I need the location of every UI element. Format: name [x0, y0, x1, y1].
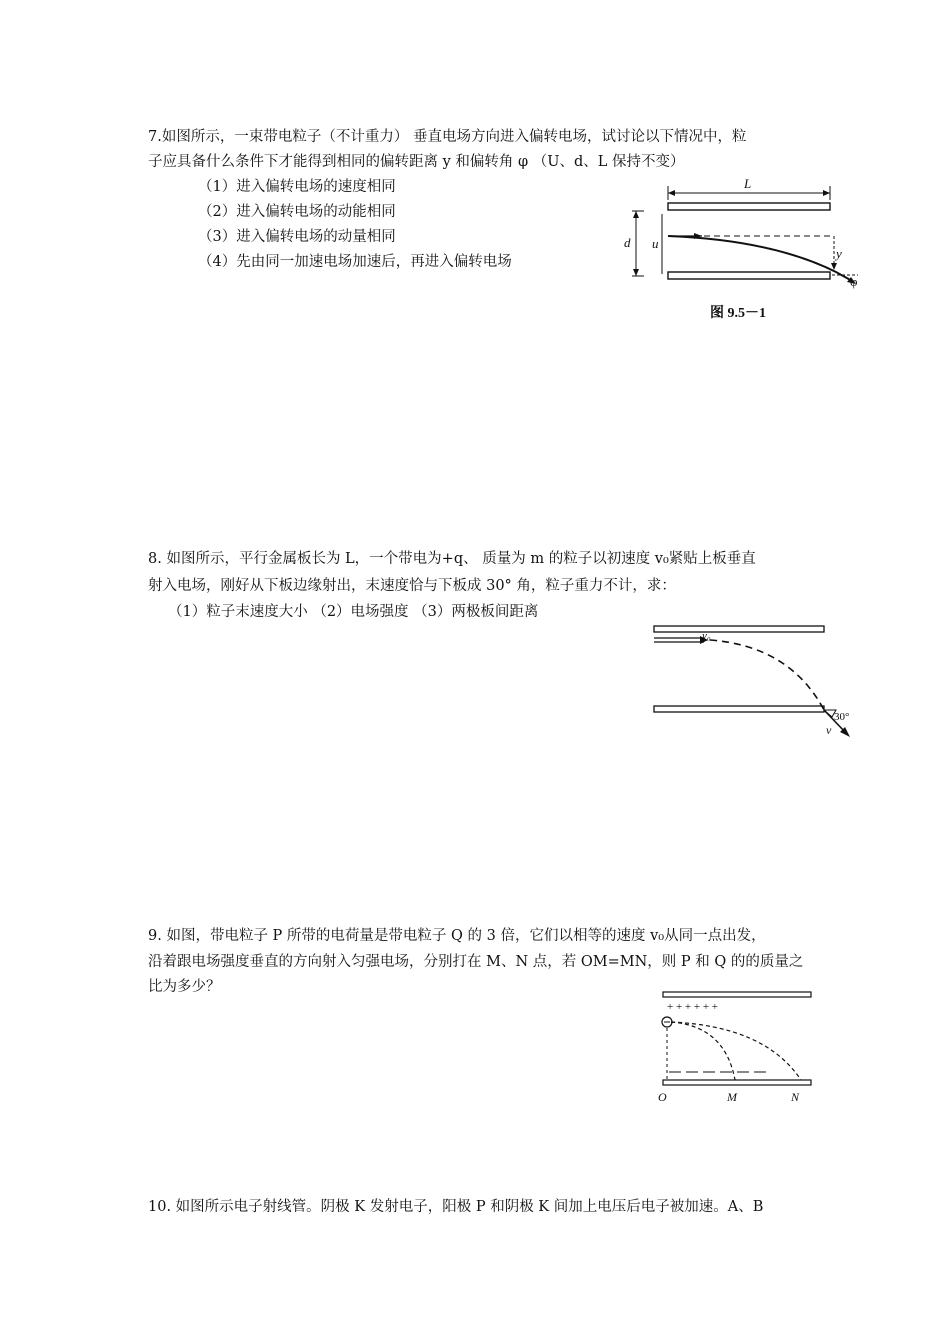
q8-fig-label-angle: 30° [834, 711, 850, 723]
q9-fig-label-O: O [658, 1090, 667, 1104]
q9-figure [655, 988, 855, 1108]
q7-fig-caption: 图 9.5－1 [710, 306, 766, 321]
q9-line1: 9. 如图，带电粒子 P 所带的电荷量是带电粒子 Q 的 3 倍，它们以相等的速度 v₀从同一点出发， [148, 928, 766, 944]
q9-fig-label-M: M [727, 1090, 737, 1104]
q9-line3: 比为多少？ [148, 979, 221, 995]
q7-fig-label-L: L [744, 176, 752, 191]
q7-fig-label-y: y [836, 246, 842, 261]
q8-figure [650, 620, 870, 740]
q7-figure [622, 176, 862, 321]
q10-line1: 10. 如图所示电子射线管。阴极 K 发射电子，阳极 P 和阴极 K 间加上电压后电子被加速。A、B [148, 1199, 764, 1215]
q7-line1: 7.如图所示，一束带电粒子（不计重力） 垂直电场方向进入偏转电场，试讨论以下情况中，粒 [148, 129, 747, 145]
q7-item-2: （2）进入偏转电场的动能相同 [198, 204, 396, 220]
q7-fig-label-u: u [652, 236, 659, 251]
q7-line2: 子应具备什么条件下才能得到相同的偏转距离 y 和偏转角 φ （U、d、L 保持不变） [148, 154, 685, 170]
q7-item-4: （4）先由同一加速电场加速后，再进入偏转电场 [198, 254, 512, 270]
q7-item-3: （3）进入偏转电场的动量相同 [198, 229, 396, 245]
q8-fig-label-v0: v₀ [702, 630, 711, 642]
q7-item-1: （1）进入偏转电场的速度相同 [198, 179, 396, 195]
q9-fig-plus-signs: + + + + + + [667, 1001, 718, 1013]
q8-line3: （1）粒子末速度大小 （2）电场强度 （3）两极板间距离 [168, 604, 539, 620]
q8-fig-label-v: v [826, 723, 832, 737]
q7-fig-label-d: d [624, 235, 631, 250]
q9-fig-label-N: N [791, 1090, 800, 1104]
q8-line2: 射入电场，刚好从下板边缘射出，末速度恰与下板成 30° 角，粒子重力不计，求： [148, 578, 676, 594]
q7-fig-label-phi: φ [850, 274, 858, 289]
q9-line2: 沿着跟电场强度垂直的方向射入匀强电场，分别打在 M、N 点，若 OM=MN，则 P 和 Q 的的质量之 [148, 954, 804, 970]
q8-line1: 8. 如图所示，平行金属板长为 L，一个带电为+q、 质量为 m 的粒子以初速度 v₀紧贴上板垂直 [148, 551, 756, 567]
